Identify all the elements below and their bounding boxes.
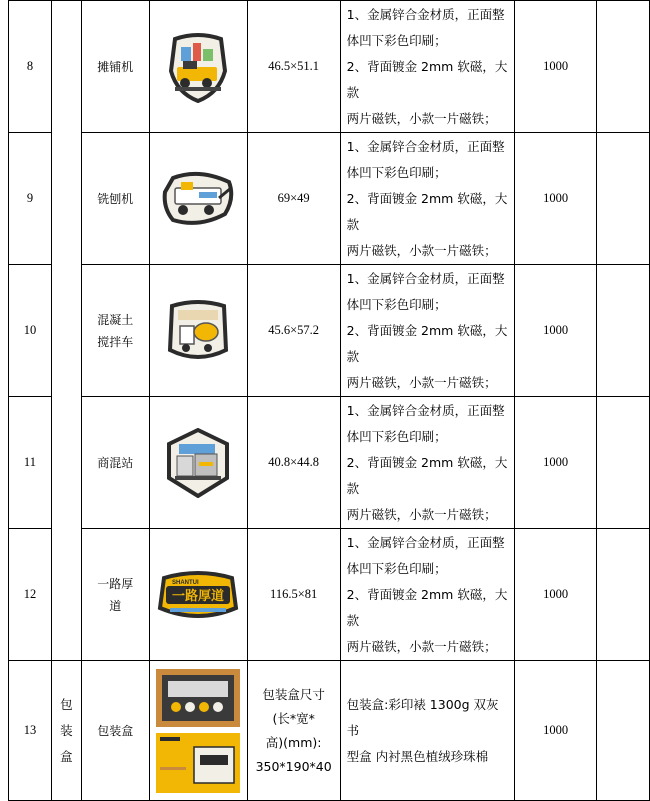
item-size: 包装盒尺寸 (长*宽* 高)(mm): 350*190*40 (247, 661, 340, 801)
item-image (149, 265, 247, 397)
item-description: 1、金属锌合金材质，正面整 体凹下彩色印刷； 2、背面镀金 2mm 软磁，大款 两片磁铁，小款一片磁铁； (340, 265, 515, 397)
remarks-cell (597, 397, 650, 529)
product-spec-table (8, 0, 650, 801)
item-description: 包装盒:彩印裱 1300g 双灰书 型盒 内衬黑色植绒珍珠棉 (340, 661, 515, 801)
item-size: 45.6×57.2 (247, 265, 340, 397)
table-row (9, 1, 650, 133)
remarks-cell (597, 133, 650, 265)
item-quantity: 1000 (515, 397, 597, 529)
item-size: 40.8×44.8 (247, 397, 340, 529)
gift-box-photo-icon (154, 667, 242, 795)
item-size: 46.5×51.1 (247, 1, 340, 133)
remarks-cell (597, 661, 650, 801)
remarks-cell (597, 529, 650, 661)
category-cell (51, 1, 81, 661)
item-quantity: 1000 (515, 1, 597, 133)
item-quantity: 1000 (515, 529, 597, 661)
row-number: 12 (9, 529, 52, 661)
item-name: 铣刨机 (81, 133, 149, 265)
remarks-cell (597, 1, 650, 133)
item-image (149, 529, 247, 661)
svg-text:SHANTUI: SHANTUI (172, 579, 199, 586)
table-row (9, 397, 650, 529)
milling-machine-badge-icon (159, 168, 237, 230)
item-image (149, 397, 247, 529)
item-description: 1、金属锌合金材质，正面整 体凹下彩色印刷； 2、背面镀金 2mm 软磁，大款 两片磁铁，小款一片磁铁； (340, 1, 515, 133)
item-description: 1、金属锌合金材质，正面整 体凹下彩色印刷； 2、背面镀金 2mm 软磁，大款 两片磁铁，小款一片磁铁； (340, 397, 515, 529)
item-name: 商混站 (81, 397, 149, 529)
item-quantity: 1000 (515, 133, 597, 265)
row-number: 10 (9, 265, 52, 397)
item-name: 混凝土 搅拌车 (81, 265, 149, 397)
item-description: 1、金属锌合金材质，正面整 体凹下彩色印刷； 2、背面镀金 2mm 软磁，大款 两片磁铁，小款一片磁铁； (340, 529, 515, 661)
concrete-plant-badge-icon (165, 428, 231, 498)
row-number: 9 (9, 133, 52, 265)
svg-text:一路厚道: 一路厚道 (172, 588, 225, 604)
item-name: 摊铺机 (81, 1, 149, 133)
item-size: 116.5×81 (247, 529, 340, 661)
item-image (149, 661, 247, 801)
yilu-houdao-logo-badge-icon (156, 566, 240, 624)
row-number: 11 (9, 397, 52, 529)
table-row (9, 265, 650, 397)
paver-badge-icon (163, 31, 233, 103)
category-cell: 包 装 盒 (51, 661, 81, 801)
mixer-truck-badge-icon (164, 296, 232, 366)
item-name: 包装盒 (81, 661, 149, 801)
row-number: 8 (9, 1, 52, 133)
item-size: 69×49 (247, 133, 340, 265)
item-image (149, 1, 247, 133)
item-image (149, 133, 247, 265)
item-description: 1、金属锌合金材质，正面整 体凹下彩色印刷； 2、背面镀金 2mm 软磁，大款 两片磁铁，小款一片磁铁； (340, 133, 515, 265)
table-row (9, 133, 650, 265)
table-row (9, 661, 650, 801)
row-number: 13 (9, 661, 52, 801)
item-quantity: 1000 (515, 265, 597, 397)
remarks-cell (597, 265, 650, 397)
item-name: 一路厚 道 (81, 529, 149, 661)
item-quantity: 1000 (515, 661, 597, 801)
table-row (9, 529, 650, 661)
